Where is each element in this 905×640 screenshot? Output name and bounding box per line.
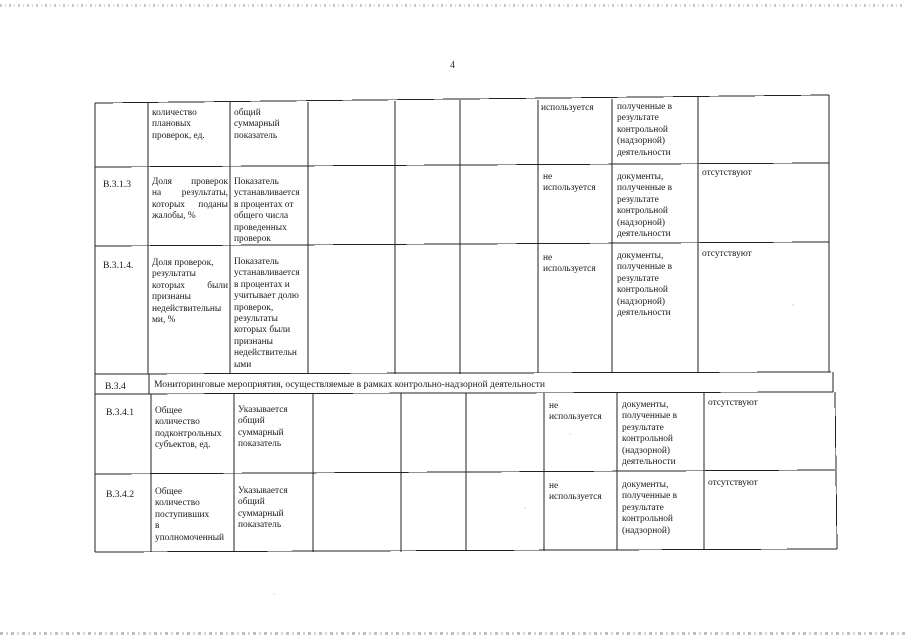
scan-speck (569, 433, 570, 434)
scan-speck (792, 304, 793, 305)
cell-note: отсутствуют (708, 398, 758, 408)
cell-indicator-name: количество плановых проверок, ед. (152, 108, 205, 141)
cell-code: В.3.4.2 (106, 489, 134, 500)
text-line: недействительны (152, 303, 222, 314)
cell-code: В.3.4.1 (106, 407, 134, 418)
cell-data-source: документы, полученные в результате контрольной (надзорной) (622, 480, 678, 536)
h-line (95, 392, 833, 394)
section-title: Мониторинговые мероприятия, осуществляемые в рамках контрольно-надзорной деятельности (154, 379, 545, 390)
h-line (95, 163, 829, 167)
cell-note: отсутствуют (708, 478, 758, 488)
text-line: Доля проверок, (152, 258, 214, 268)
cell-indicator-name (152, 258, 228, 326)
cell-usage: не используется (549, 481, 602, 503)
cell-data-source: документы, полученные в результате контрольной (надзорной) деятельности (617, 251, 673, 319)
text-line: которых были (152, 280, 228, 291)
cell-indicator-name (152, 177, 228, 223)
text-line: ми, % (152, 315, 176, 326)
cell-note: отсутствуют (702, 249, 752, 259)
cell-data-source: документы, полученные в результате контрольной (надзорной) деятельности (617, 172, 673, 240)
cell-code: В.3.1.3 (103, 179, 131, 190)
cell-usage: не используется (543, 172, 596, 194)
cell-note: отсутствуют (702, 168, 752, 178)
text-line: которых поданы (152, 199, 228, 210)
scan-speck (273, 593, 274, 594)
section-code: В.3.4 (105, 381, 126, 392)
cell-data-source: документы, полученные в результате контрольной (надзорной) деятельности (622, 400, 678, 468)
scan-speck (524, 507, 525, 508)
cell-calculation-method: Указывается общий суммарный показатель (238, 486, 288, 531)
page-number: 4 (450, 60, 455, 71)
cell-calculation-method: Указывается общий суммарный показатель (238, 405, 288, 450)
text-line: Доля проверок (152, 177, 228, 187)
h-line (95, 242, 829, 246)
cell-data-source: полученные в результате контрольной (надзорной) деятельности (617, 102, 673, 158)
h-line (95, 372, 831, 374)
h-line (95, 470, 835, 474)
cell-usage: используется (541, 103, 594, 113)
text-line: результаты (152, 269, 196, 280)
cell-indicator-name: Общее количество подконтрольных субъектов, ед. (155, 406, 222, 451)
cell-calculation-method: Показатель устанавливается в процентах и учитывает долю проверок, результаты которых были признаны недействительн ыми (234, 257, 300, 370)
cell-usage: не используется (549, 401, 602, 423)
h-line (95, 95, 829, 103)
cell-code: В.3.1.4. (103, 260, 134, 271)
cell-usage: не используется (543, 253, 596, 275)
cell-calculation-method: Показатель устанавливается в процентах от общего числа проведенных проверок (234, 177, 300, 245)
v-line (835, 392, 837, 549)
text-line: на результаты, (152, 188, 228, 199)
text-line: жалобы, % (152, 211, 196, 222)
cell-calculation-method: общий суммарный показатель (234, 108, 280, 141)
cell-indicator-name: Общее количество поступивших в уполномоченный (155, 487, 225, 543)
text-line: признаны (152, 292, 191, 303)
